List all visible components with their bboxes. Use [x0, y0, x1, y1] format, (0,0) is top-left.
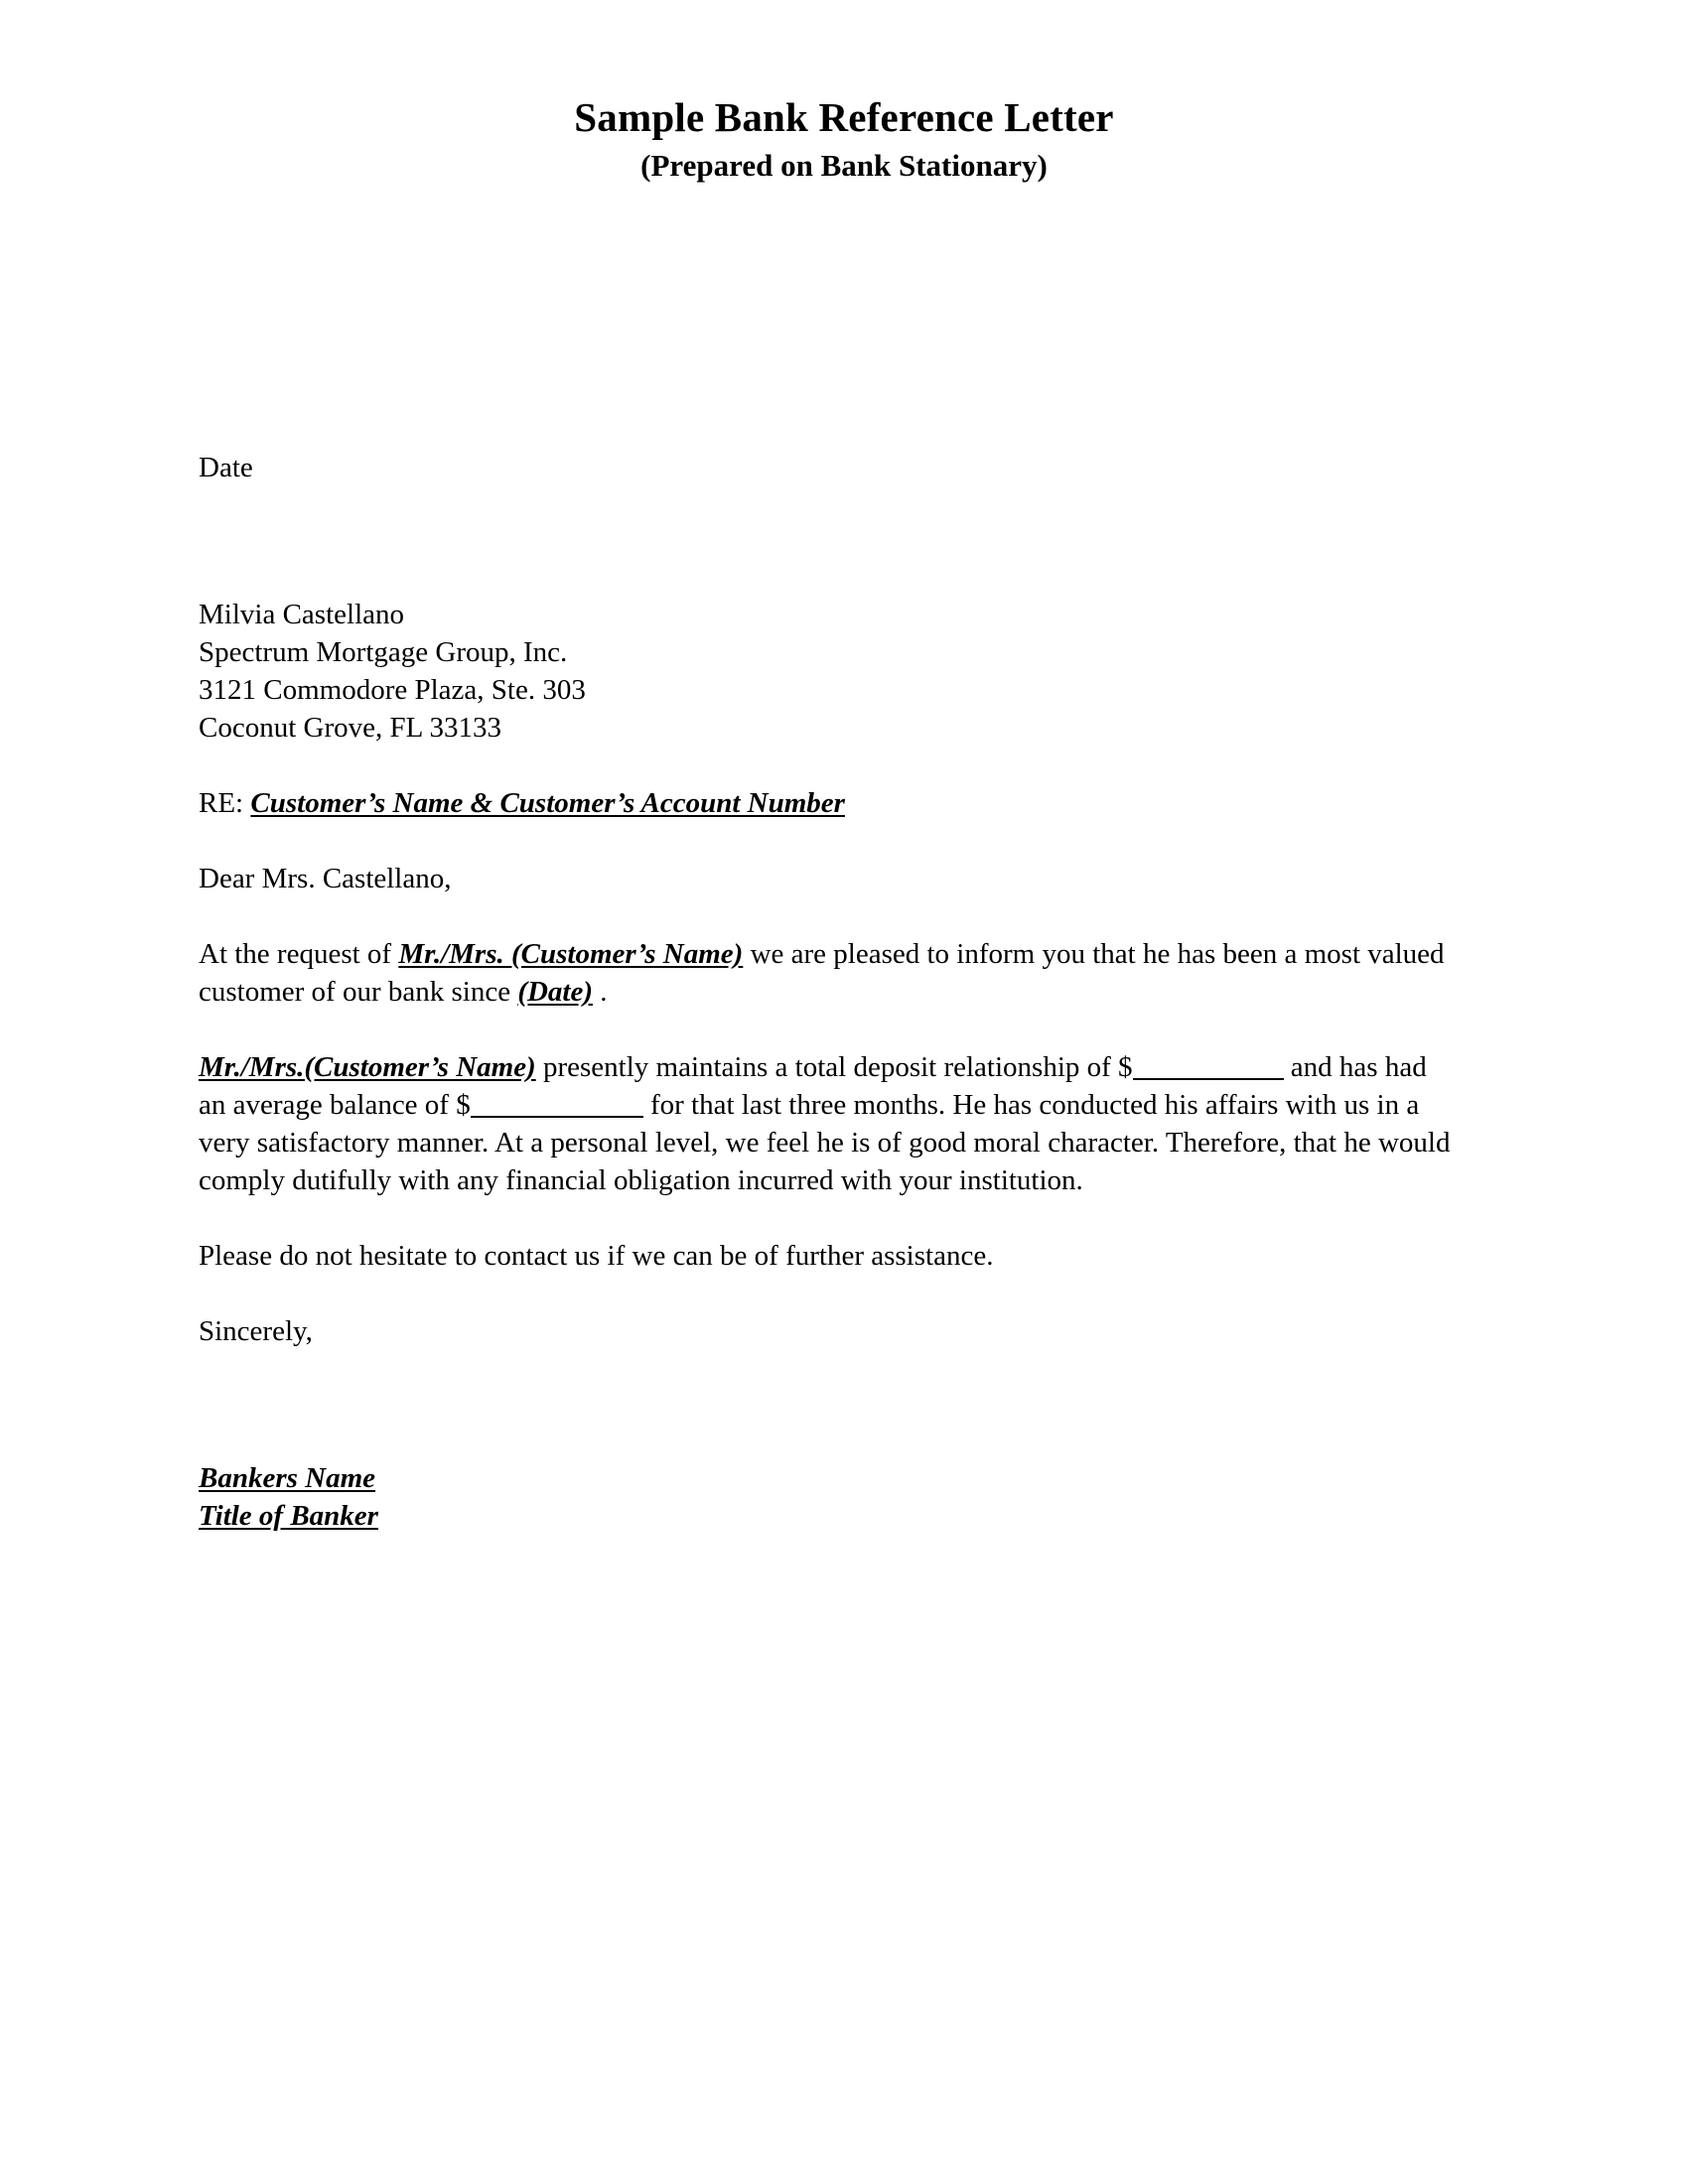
deposit-amount-blank[interactable]: [1133, 1052, 1284, 1080]
paragraph2-text-part3: for that last three months. He has conducted his affairs with us in a very satisfactory manner. At a personal level, we feel he is of good moral character. Therefore, that he would comply dutifully with any financial obligation incurred with your institution.: [199, 1089, 1451, 1196]
letter-body: [199, 449, 1452, 1535]
spacer-before-paragraph2: [199, 1011, 1452, 1048]
paragraph-2: [199, 1048, 1452, 1199]
spacer-before-salutation: [199, 822, 1452, 860]
subject-value: Customer’s Name & Customer’s Account Number: [250, 787, 845, 819]
recipient-address: [199, 596, 1452, 747]
paragraph1-customer-name-placeholder: Mr./Mrs. (Customer’s Name): [398, 938, 744, 970]
date-placeholder: Date: [199, 452, 253, 483]
recipient-name: Milvia Castellano: [199, 599, 404, 630]
paragraph-3: Please do not hesitate to contact us if we can be of further assistance.: [199, 1240, 994, 1272]
paragraph2-customer-name-placeholder: Mr./Mrs.(Customer’s Name): [199, 1051, 536, 1083]
signature-space: [199, 1350, 1452, 1459]
paragraph1-date-placeholder: (Date): [517, 976, 594, 1008]
spacer-before-closing: [199, 1275, 1452, 1312]
signature-block: [199, 1459, 1452, 1535]
banker-title: Title of Banker: [199, 1500, 378, 1532]
closing-line: Sincerely,: [199, 1315, 313, 1347]
paragraph2-text-part1: presently maintains a total deposit relationship of $: [535, 1051, 1133, 1083]
recipient-city-state-zip: Coconut Grove, FL 33133: [199, 712, 502, 744]
banker-name: Bankers Name: [199, 1462, 376, 1494]
recipient-street: 3121 Commodore Plaza, Ste. 303: [199, 674, 586, 706]
paragraph-1: [199, 935, 1452, 1011]
spacer-before-paragraph1: [199, 897, 1452, 935]
average-balance-blank[interactable]: [471, 1090, 643, 1118]
paragraph1-text-part2: we are pleased to inform you that he has been a most valued customer of our bank since: [199, 938, 1445, 1008]
spacer-before-paragraph3: [199, 1199, 1452, 1237]
subject-line: [199, 784, 1452, 822]
paragraph2-text-part2: and has had an average balance of $: [199, 1051, 1427, 1121]
salutation: Dear Mrs. Castellano,: [199, 863, 452, 894]
paragraph1-text-part3: .: [593, 976, 608, 1008]
subject-label: RE:: [199, 787, 251, 819]
document-heading: [0, 95, 1688, 184]
page-subtitle: (Prepared on Bank Stationary): [640, 147, 1048, 183]
recipient-company: Spectrum Mortgage Group, Inc.: [199, 636, 568, 668]
spacer-after-date: [199, 486, 1452, 596]
spacer-before-subject: [199, 747, 1452, 784]
paragraph1-text-part1: At the request of: [199, 938, 399, 970]
page-title: Sample Bank Reference Letter: [574, 94, 1114, 140]
